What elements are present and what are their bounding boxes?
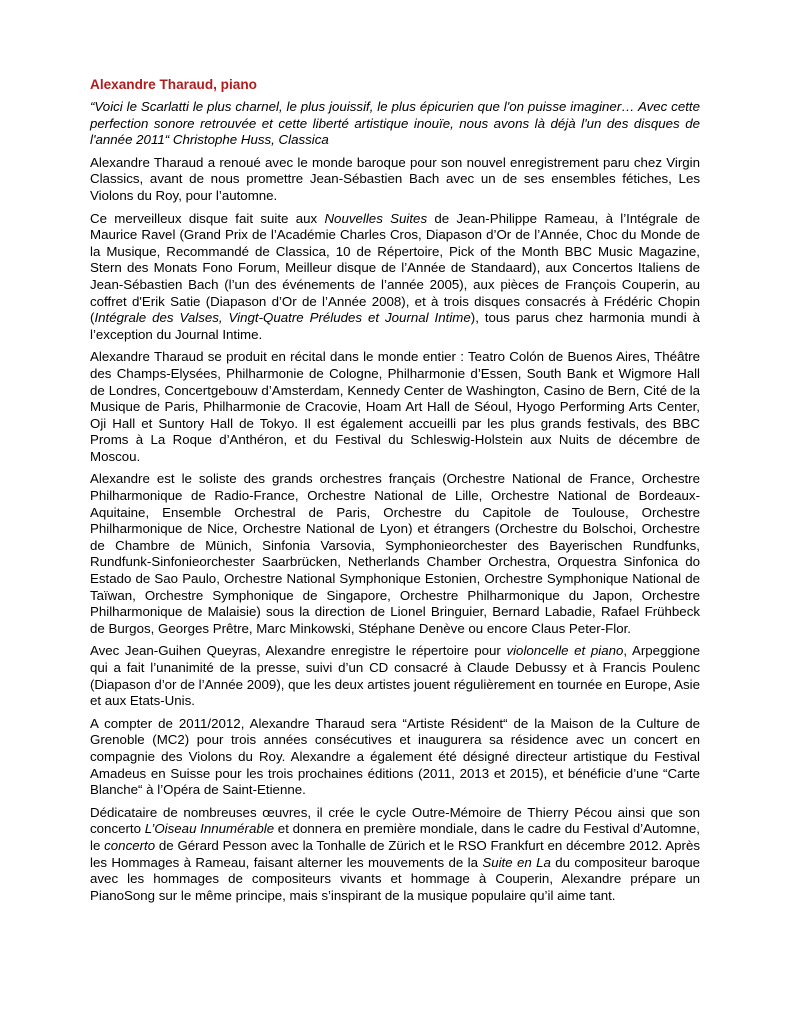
premieres-concerto: concerto bbox=[104, 837, 156, 853]
discography-text-3: ), tous parus chez harmonia mundi à l’exception du Journal Intime. bbox=[90, 310, 700, 342]
paragraph-orchestras: Alexandre est le soliste des grands orchestres français (Orchestre National de France, Orchestre Philharmonique de Radio-France, Orchestre National de Lille, Orchestre National de Bordeaux-Aquitaine, Ensemble Orchestral de Paris, Orchestre du Capitole de Toulouse, Orchestre Philharmonique de Nice, Orchestre National de Lyon) et étrangers (Orchestre du Bolschoi, Orchestre de Chambre de Münich, Sinfonia Varsovia, Symphonieorchester des Bayerischen Rundfunks, Rundfunk-Sinfonieorchester Saarbrücken, Netherlands Chamber Orchestra, Orquestra Sinfonica do Estado de Sao Paulo, Orchestre National Symphonique Estonien, Orchestre Symphonique National de Taïwan, Orchestre Symphonique de Singapore, Orchestre Philharmonique du Japon, Orchestre Philharmonique de Malaisie) sous la direction de Lionel Bringuier, Bernard Labadie, Rafael Frühbeck de Burgos, Georges Prêtre, Marc Minkowski, Stéphane Denève ou encore Claus Peter-Flor. bbox=[90, 471, 700, 636]
premieres-text-3: de Gérard Pesson avec la Tonhalle de Zürich et le RSO Frankfurt en décembre 2012. Après les Hommages à Rameau, faisant alterner les mouvements de la bbox=[90, 837, 701, 870]
discography-text-1: Ce merveilleux disque fait suite aux bbox=[90, 210, 325, 226]
paragraph-discography bbox=[90, 211, 700, 344]
premieres-text-4: du compositeur baroque avec les hommages de compositeurs vivants et hommage à Couperin, Alexandre prépare un PianoSong sur le même principe, mais s’inspirant de la musique populaire qu’il aime tant. bbox=[90, 854, 700, 903]
document-page bbox=[90, 76, 700, 910]
discography-title-chopin: Intégrale des Valses, Vingt-Quatre Préludes et Journal Intime bbox=[94, 310, 471, 326]
queyras-text-1: Avec Jean-Guihen Queyras, Alexandre enregistre le répertoire pour bbox=[90, 643, 507, 659]
paragraph-residency: A compter de 2011/2012, Alexandre Tharaud sera “Artiste Résident“ de la Maison de la Culture de Grenoble (MC2) pour trois années consécutives et inaugurera sa résidence avec un concert en compagnie des Violons du Roy. Alexandre a également été désigné directeur artistique du Festival Amadeus en Suisse pour les trois prochaines éditions (2011, 2013 et 2015), et bénéficie d’une “Carte Blanche“ à l’Opéra de Saint-Etienne. bbox=[90, 715, 700, 798]
queyras-text-2: , Arpeggione qui a fait l’unanimité de la presse, suivi d’un CD consacré à Claude Debussy et à Francis Poulenc (Diapason d’or de l’Année 2009), que les deux artistes jouent régulièrement en tournée en Europe, Asie et aux Etats-Unis. bbox=[90, 643, 700, 709]
premieres-text-2: et donnera en première mondiale, dans le cadre du Festival d’Automne, le bbox=[90, 821, 700, 853]
paragraph-baroque-recording: Alexandre Tharaud a renoué avec le monde baroque pour son nouvel enregistrement paru chez Virgin Classics, avant de nous promettre Jean-Sébastien Bach avec un de ses ensembles fétiches, Les Violons du Roy, pour l’automne. bbox=[90, 154, 700, 203]
premieres-text-1: Dédicataire de nombreuses œuvres, il crée le cycle Outre-Mémoire de Thierry Pécou ainsi que son concerto bbox=[90, 804, 700, 837]
paragraph-queyras bbox=[90, 643, 700, 709]
press-quote: “Voici le Scarlatti le plus charnel, le plus jouissif, le plus épicurien que l'on puisse imaginer… Avec cette perfection sonore retrouvée et cette liberté artistique inouïe, nous avons là déjà l'un des disques de l'année 2011“ Christophe Huss, Classica bbox=[90, 99, 700, 148]
premieres-title-oiseau: L’Oiseau Innumérable bbox=[144, 821, 275, 837]
page-title: Alexandre Tharaud, piano bbox=[90, 77, 257, 92]
paragraph-recitals: Alexandre Tharaud se produit en récital dans le monde entier : Teatro Colón de Buenos Aires, Théâtre des Champs-Elysées, Philharmonie de Cologne, Philharmonie d’Essen, South Bank et Wigmore Hall de Londres, Concertgebouw d’Amsterdam, Kennedy Center de Washington, Casino de Bern, Cité de la Musique de Paris, Philharmonie de Cracovie, Hoam Art Hall de Séoul, Hyogo Performing Arts Center, Oji Hall et Suntory Hall de Tokyo. Il est également accueilli par les plus grands festivals, des BBC Proms à La Roque d’Anthéron, et du Festival du Schleswig-Holstein aux Nuits de décembre de Moscou. bbox=[90, 349, 700, 464]
discography-title-nouvelles-suites: Nouvelles Suites bbox=[324, 210, 428, 226]
discography-text-2: de Jean-Philippe Rameau, à l’Intégrale de Maurice Ravel (Grand Prix de l’Académie Charles Cros, Diapason d’Or de l’Année, Choc du Monde de la Musique, Recommandé de Classica, 10 de Répertoire, Pick of the Month BBC Music Magazine, Stern des Monats Fono Forum, Meilleur disque de l’Année de Standaard), aux Concertos Italiens de Jean-Sébastien Bach (l’un des événements de l’année 2005), aux pièces de François Couperin, au coffret d'Erik Satie (Diapason d’Or de l’Année 2008), et à trois disques consacrés à Frédéric Chopin ( bbox=[90, 210, 701, 326]
premieres-suite-en-la: Suite en La bbox=[482, 854, 551, 870]
paragraph-premieres bbox=[90, 805, 700, 905]
queyras-repertoire: violoncelle et piano bbox=[506, 643, 624, 659]
